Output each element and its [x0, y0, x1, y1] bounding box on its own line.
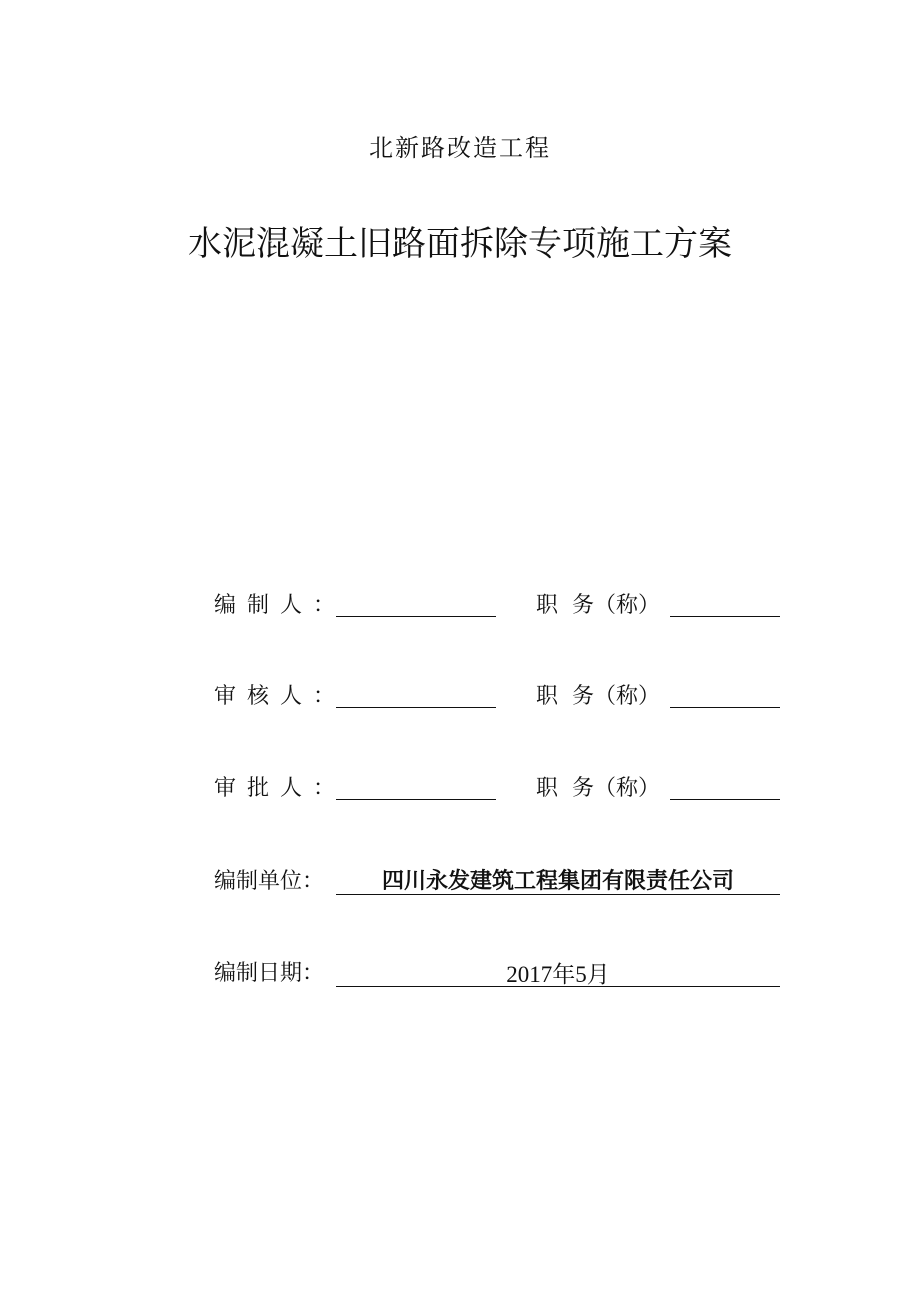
signature-row-approver	[214, 771, 784, 805]
compiler-name-field[interactable]	[336, 616, 496, 617]
approver-position-label	[536, 771, 660, 802]
reviewer-label	[214, 679, 335, 710]
date-field[interactable]	[336, 956, 780, 987]
reviewer-name-field[interactable]	[336, 707, 496, 708]
organization-label: 编制单位：	[214, 869, 325, 894]
compiler-position-label-part2: 务（称）	[572, 593, 661, 618]
organization-value: 四川永发建筑工程集团有限责任公司	[381, 869, 734, 894]
date-label: 编制日期：	[214, 961, 325, 986]
organization-row	[214, 864, 784, 900]
reviewer-position-label-part1: 职	[536, 684, 559, 709]
date-value: 2017年5月	[506, 962, 610, 987]
date-row	[214, 956, 784, 992]
compiler-position-label	[536, 588, 660, 619]
reviewer-position-label-part2: 务（称）	[572, 684, 661, 709]
reviewer-position-label	[536, 679, 660, 710]
approver-position-label-part2: 务（称）	[572, 776, 661, 801]
compiler-position-label-part1: 职	[536, 593, 559, 618]
reviewer-position-field[interactable]	[670, 707, 780, 708]
approver-name-field[interactable]	[336, 799, 496, 800]
organization-field[interactable]	[336, 864, 780, 895]
compiler-position-field[interactable]	[670, 616, 780, 617]
approver-position-label-part1: 职	[536, 776, 559, 801]
signature-row-reviewer	[214, 679, 784, 713]
approver-label	[214, 771, 335, 802]
approver-position-field[interactable]	[670, 799, 780, 800]
signature-row-compiler	[214, 588, 784, 622]
compiler-label-text: 编制人	[214, 593, 314, 618]
reviewer-label-text: 审核人	[214, 684, 314, 709]
approver-label-text: 审批人	[214, 776, 314, 801]
document-title: 水泥混凝土旧路面拆除专项施工方案	[188, 224, 732, 264]
approver-colon: ：	[313, 776, 336, 801]
compiler-colon: ：	[313, 593, 336, 618]
compiler-label	[214, 588, 335, 619]
project-name: 北新路改造工程	[369, 134, 551, 162]
reviewer-colon: ：	[313, 684, 336, 709]
